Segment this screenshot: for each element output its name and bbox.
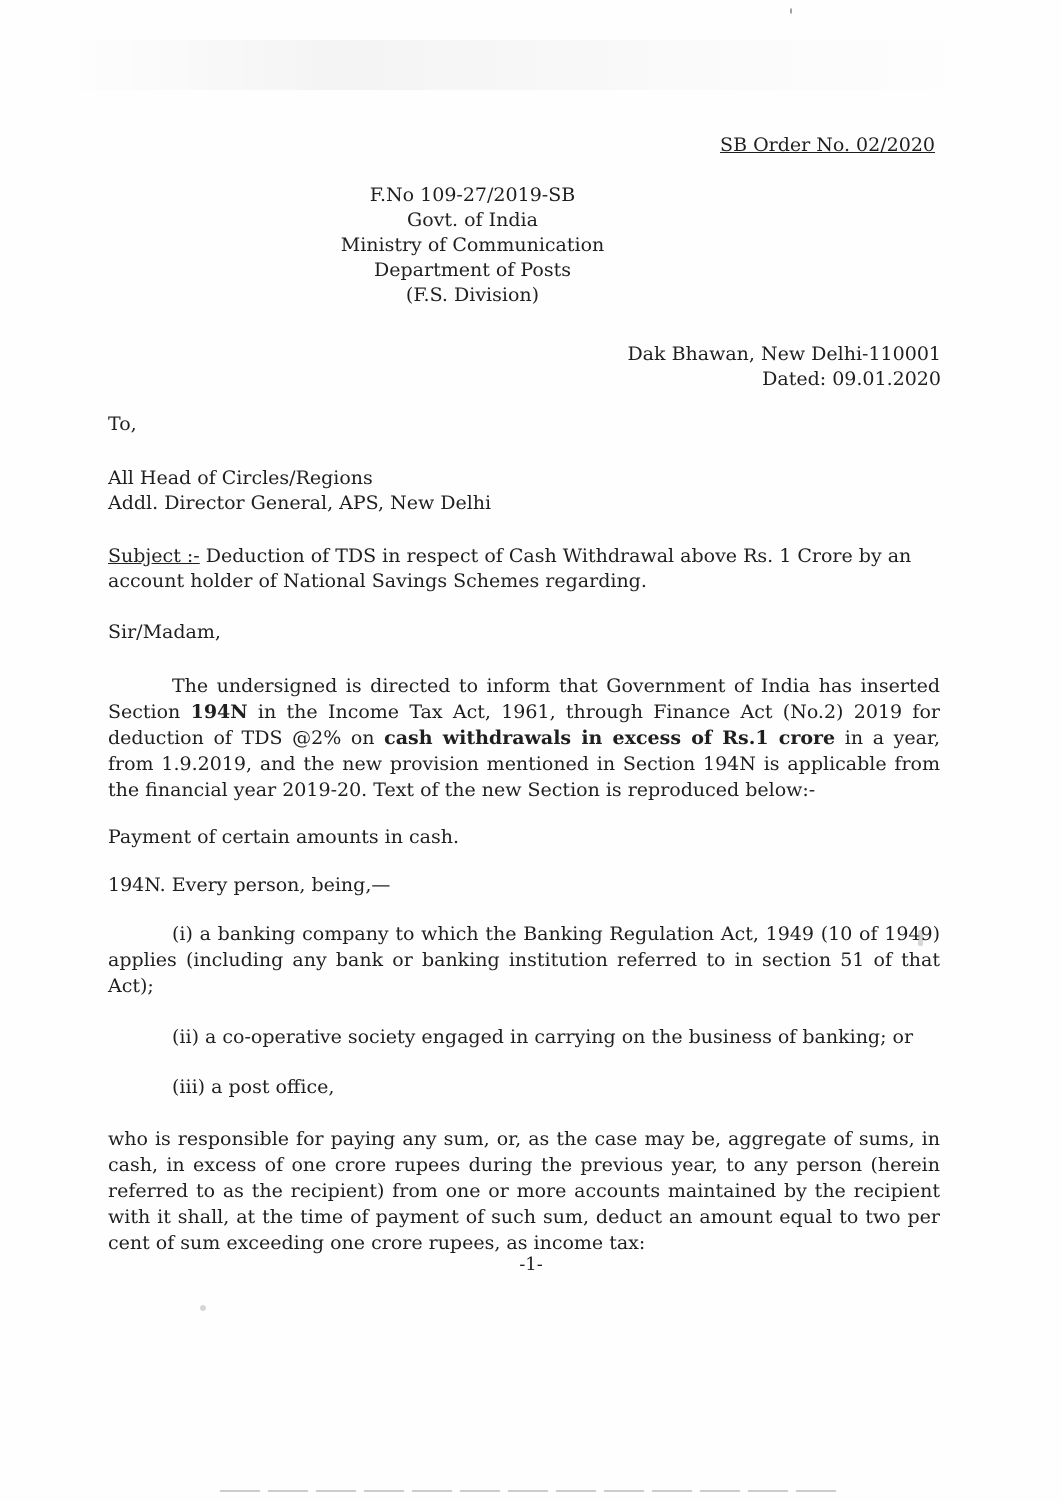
address-block xyxy=(627,342,941,392)
to-label: To, xyxy=(108,413,137,435)
department-name: Department of Posts xyxy=(374,259,571,281)
scan-speck xyxy=(200,1305,206,1311)
government-name: Govt. of India xyxy=(407,209,538,231)
section-ref: 194N xyxy=(190,701,248,723)
paragraph-deduction: who is responsible for paying any sum, or, as the case may be, aggregate of sums, in cash, in excess of one crore rupees during the previous year, to any person (herein referred to as the recipient) from one or more accounts maintained by the recipient with it shall, at the time of payment of such sum, deduct an amount equal to two per cent of sum exceeding one crore rupees, as income tax: xyxy=(108,1128,940,1254)
office-address: Dak Bhawan, New Delhi-110001 xyxy=(627,343,941,365)
letter-date: Dated: 09.01.2020 xyxy=(762,368,941,390)
ministry-name: Ministry of Communication xyxy=(340,234,605,256)
intro-text-3: in a year, from 1.9.2019, and the new provision mentioned in Section 194N is applicable from the financial year 2019-20. Text of the new Section is reproduced below:- xyxy=(108,727,940,801)
file-number: F.No 109-27/2019-SB xyxy=(369,184,576,206)
intro-text-2: in the Income Tax Act, 1961, through Finance Act (No.2) 2019 for deduction of TDS @2% on xyxy=(108,701,940,749)
salutation: Sir/Madam, xyxy=(108,621,221,643)
intro-text-1: The undersigned is directed to inform that Government of India has inserted Section xyxy=(108,675,940,723)
section-heading: Payment of certain amounts in cash. xyxy=(108,826,459,848)
order-number: SB Order No. 02/2020 xyxy=(720,134,935,156)
subject-label: Subject :- xyxy=(108,545,200,567)
section-title: 194N. Every person, being,— xyxy=(108,874,391,896)
division-name: (F.S. Division) xyxy=(405,284,540,306)
recipient-list xyxy=(108,466,491,516)
clause-ii: (ii) a co-operative society engaged in carrying on the business of banking; or xyxy=(172,1026,914,1048)
recipient-item: Addl. Director General, APS, New Delhi xyxy=(108,492,492,514)
scan-speck xyxy=(918,930,923,946)
subject-text: Deduction of TDS in respect of Cash Withdrawal above Rs. 1 Crore by an account holder of National Savings Schemes regarding. xyxy=(108,545,912,592)
scan-speck xyxy=(790,8,792,14)
clause-i: (i) a banking company to which the Banking Regulation Act, 1949 (10 of 1949) applies (including any bank or banking institution referred to in section 51 of that Act); xyxy=(108,923,940,997)
page-number: -1- xyxy=(519,1254,543,1275)
scan-smudge xyxy=(60,40,990,90)
clause-iii: (iii) a post office, xyxy=(172,1076,335,1098)
paragraph-intro xyxy=(108,673,940,803)
subject-line xyxy=(108,544,943,594)
letter-header xyxy=(300,183,645,308)
bottom-edge-artifact xyxy=(220,1490,840,1492)
withdrawal-limit: cash withdrawals in excess of Rs.1 crore xyxy=(384,727,836,749)
recipient-item: All Head of Circles/Regions xyxy=(108,467,373,489)
